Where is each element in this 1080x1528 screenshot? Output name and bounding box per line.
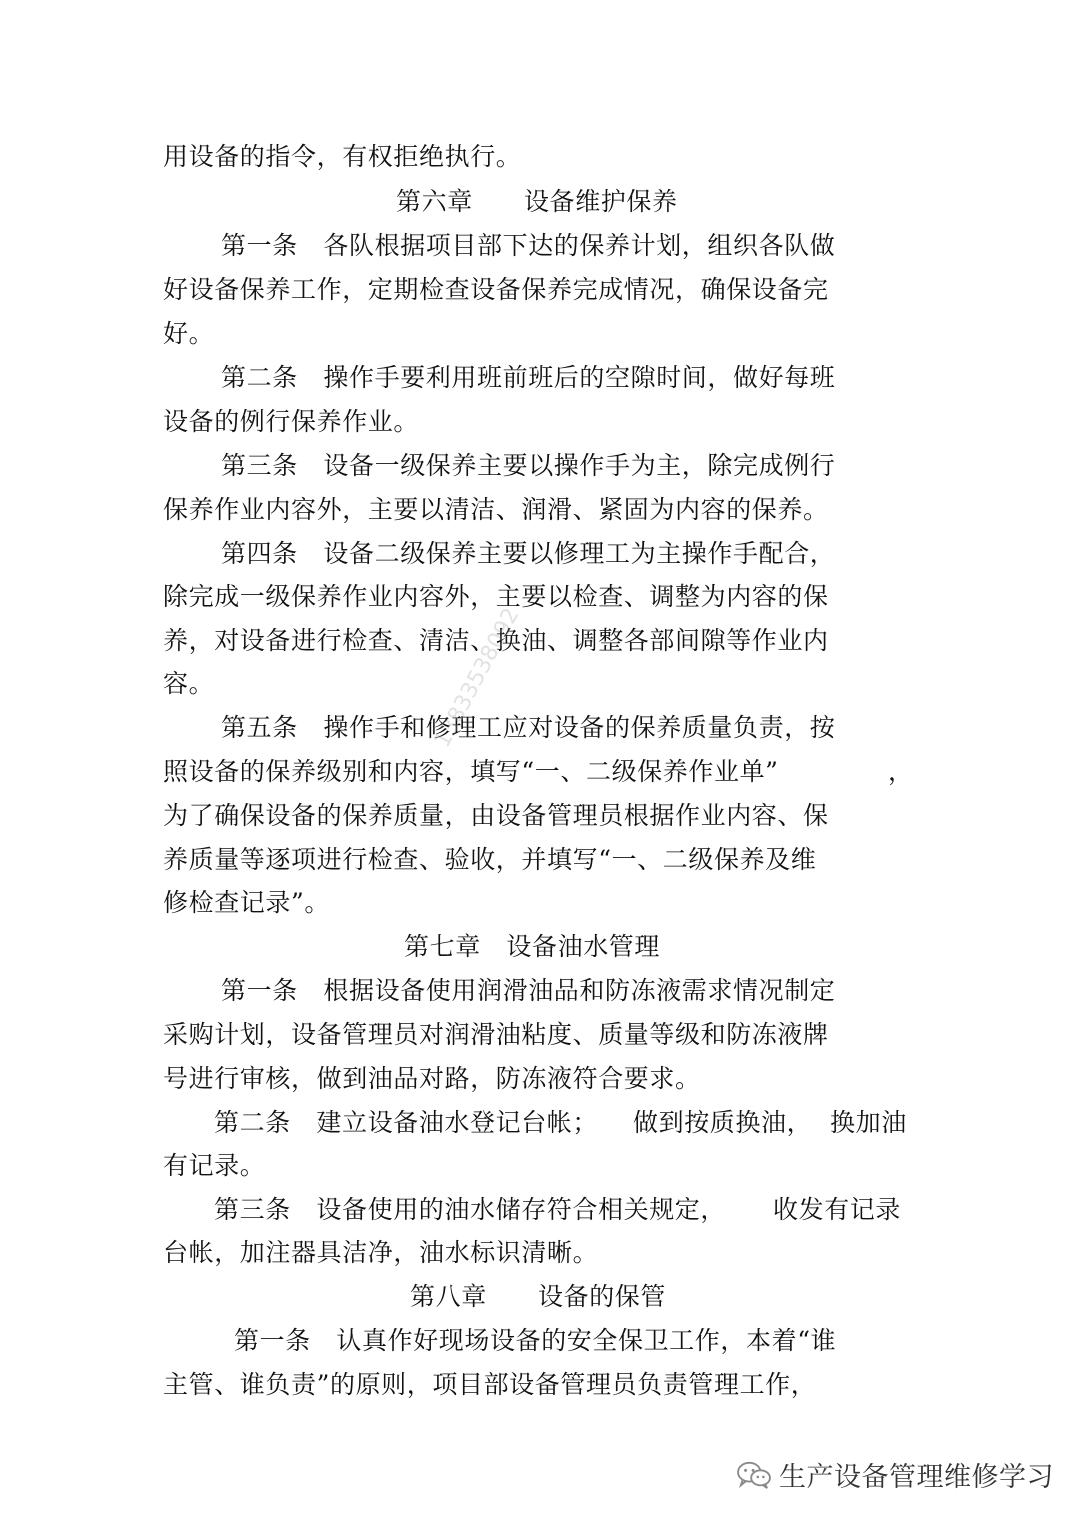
text-line: 修检查记录”。 [163, 888, 330, 917]
text-line: 换加油 [830, 1108, 907, 1137]
text-line: 第三条 设备使用的油水储存符合相关规定， [214, 1195, 727, 1224]
text-line: 做到按质换油， [633, 1108, 813, 1137]
chapter-heading: 第八章 设备的保管 [410, 1282, 667, 1311]
text-line: 保养作业内容外，主要以清洁、润滑、紧固为内容的保养。 [163, 495, 829, 524]
text-line: 有记录。 [163, 1151, 266, 1180]
text-line: 用设备的指令，有权拒绝执行。 [163, 142, 522, 171]
text-line: 除完成一级保养作业内容外，主要以检查、调整为内容的保 [163, 582, 829, 611]
text-line: 号进行审核，做到油品对路，防冻液符合要求。 [163, 1064, 701, 1093]
footer-account-name: 生产设备管理维修学习 [779, 1462, 1054, 1493]
text-line: 采购计划，设备管理员对润滑油粘度、质量等级和防冻液牌 [163, 1020, 829, 1049]
text-line: 为了确保设备的保养质量，由设备管理员根据作业内容、保 [163, 801, 829, 830]
chapter-heading: 第七章 设备油水管理 [404, 932, 661, 961]
wechat-icon [735, 1460, 773, 1490]
text-line: 第二条 建立设备油水登记台帐； [214, 1108, 599, 1137]
text-line: 第三条 设备一级保养主要以操作手为主，除完成例行 [221, 451, 836, 480]
text-line: ， [888, 757, 914, 786]
text-line: 第二条 操作手要利用班前班后的空隙时间，做好每班 [221, 363, 836, 392]
text-line: 好。 [163, 319, 215, 348]
text-line: 第一条 认真作好现场设备的安全保卫工作，本着“谁 [234, 1326, 837, 1355]
text-line: 台帐，加注器具洁净，油水标识清晰。 [163, 1238, 599, 1267]
text-line: 第五条 操作手和修理工应对设备的保养质量负责，按 [221, 713, 836, 742]
text-line: 第一条 根据设备使用润滑油品和防冻液需求情况制定 [221, 976, 836, 1005]
text-line: 养质量等逐项进行检查、验收，并填写“一、二级保养及维 [163, 845, 817, 874]
text-line: 设备的例行保养作业。 [163, 407, 420, 436]
chapter-heading: 第六章 设备维护保养 [396, 187, 678, 216]
text-line: 第四条 设备二级保养主要以修理工为主操作手配合， [221, 539, 836, 568]
text-line: 主管、谁负责”的原则，项目部设备管理员负责管理工作， [163, 1370, 817, 1399]
text-line: 容。 [163, 669, 215, 698]
text-line: 养，对设备进行检查、清洁、换油、调整各部间隙等作业内 [163, 626, 829, 655]
watermark: 13833538092 [430, 604, 525, 752]
footer-brand [735, 1455, 1054, 1494]
text-line: 好设备保养工作，定期检查设备保养完成情况，确保设备完 [163, 275, 829, 304]
text-line: 照设备的保养级别和内容，填写“一、二级保养作业单” [163, 757, 779, 786]
text-line: 第一条 各队根据项目部下达的保养计划，组织各队做 [221, 231, 836, 260]
text-line: 收发有记录 [773, 1195, 902, 1224]
